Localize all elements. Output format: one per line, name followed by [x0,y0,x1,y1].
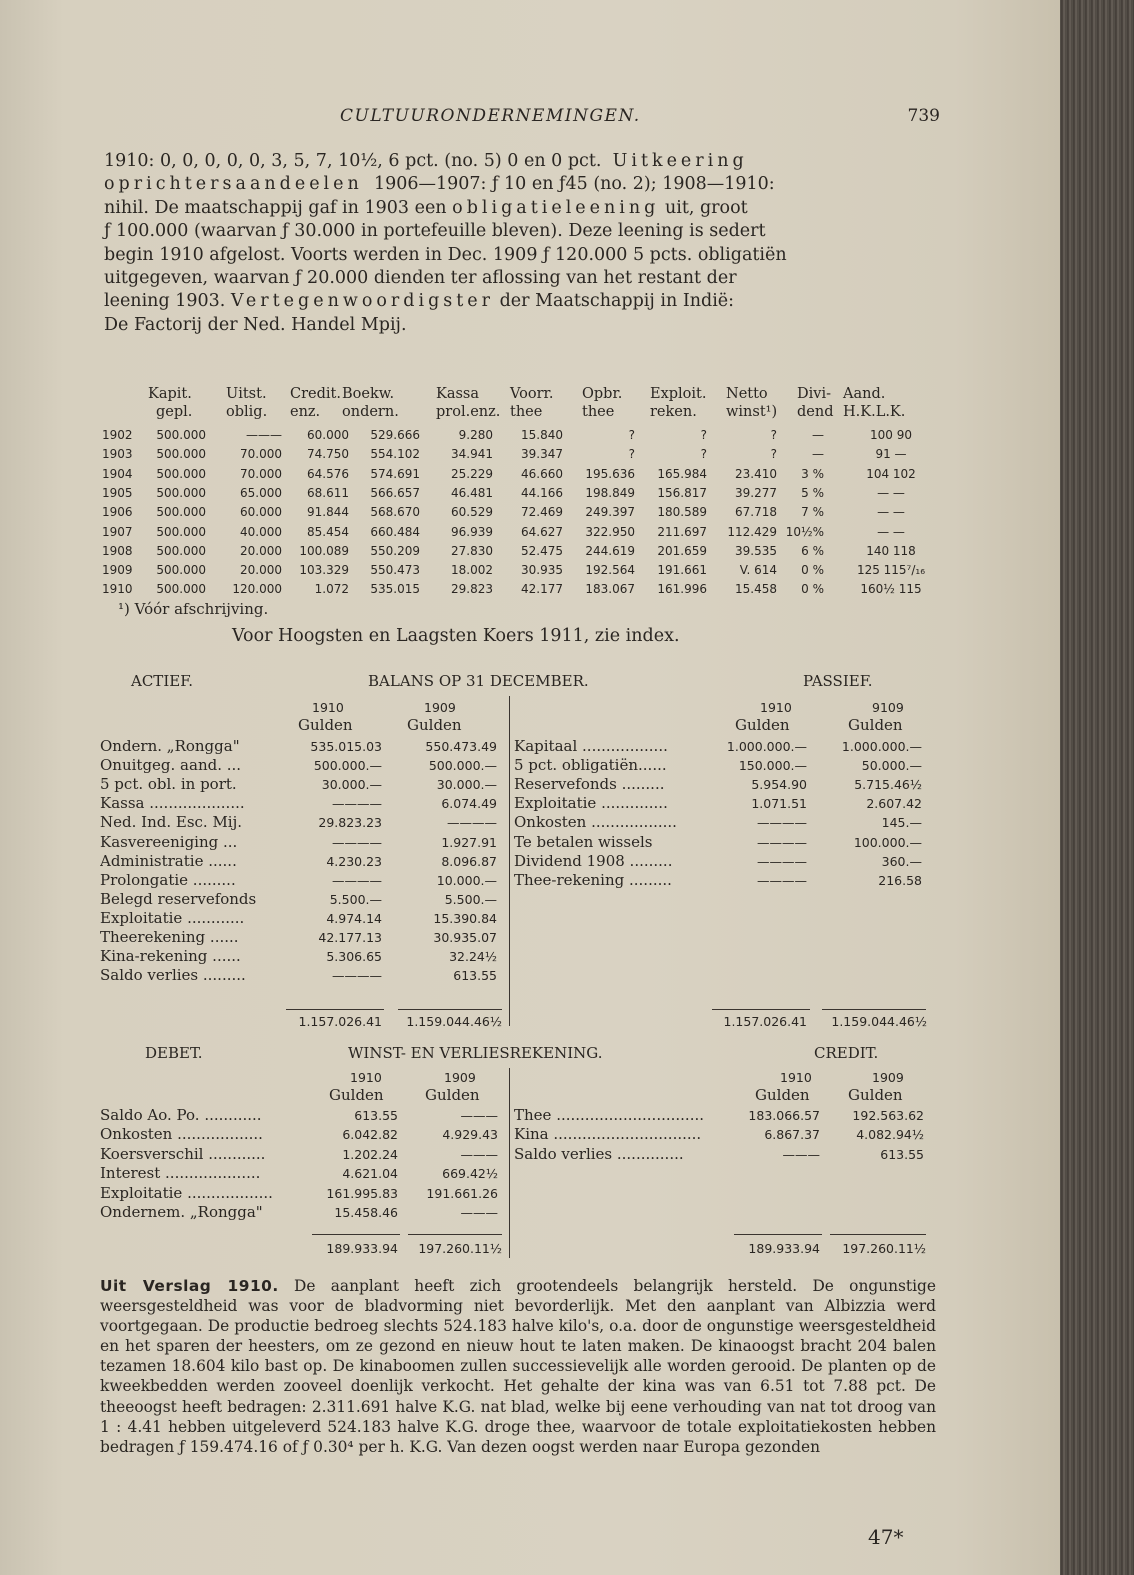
table-header-cell: Voorr. [510,386,554,402]
passief-value-1909: 50.000.— [861,758,922,774]
table-cell: 244.619 [585,543,635,558]
intro-line: ƒ 100.000 (waarvan ƒ 30.000 in portefeuille bleven). Deze leening is sedert [104,221,766,242]
intro-line: uit, groot [664,197,748,218]
table-cell: 9.280 [458,428,493,442]
passief-item-label: Thee-rekening ......... [514,870,672,889]
actief-value-1910: 4.230.23 [326,853,382,869]
actief-value-1910: ———— [332,968,382,984]
page-number: 739 [907,106,940,126]
total-rule [830,1234,926,1235]
table-cell: 500.000 [156,582,206,597]
table-header-cell: oblig. [226,404,268,420]
balans-right-title: PASSIEF. [803,672,873,690]
table-cell: ——— [246,428,282,442]
balans-left-title: ACTIEF. [131,672,194,690]
actief-value-1910: 42.177.13 [318,930,382,945]
table-footnote: ¹) Vóór afschrijving. [118,600,269,618]
debet-value-1909: 191.661.26 [426,1185,498,1201]
passief-value-1910: 5.954.90 [751,777,807,793]
table-cell: 500.000 [156,447,206,462]
table-cell: 10½% [785,524,824,539]
table-cell: — — [877,524,905,539]
running-header [100,106,940,130]
passief-total-1910: 1.157.026.41 [723,1014,807,1029]
table-cell: 60.000 [240,505,282,520]
passief-item-label: 5 pct. obligatiën...... [514,756,667,775]
table-cell: 191.661 [657,563,707,578]
credit-total-1909: 197.260.11½ [842,1241,926,1256]
passief-item-label: Dividend 1908 ......... [514,851,673,870]
debet-value-1909: 4.929.43 [442,1127,498,1143]
year-label: 1910 [350,1070,382,1085]
actief-value-1909: 550.473.49 [425,739,497,754]
table-header-cell: ondern. [342,404,399,420]
year-label: 1909 [424,700,456,715]
table-cell: 60.000 [307,428,349,442]
year-label: 1910 [780,1070,812,1085]
debet-item-label: Ondernem. „Rongga" [100,1203,263,1221]
table-cell: 70.000 [240,466,282,481]
actief-item-label: Kina-rekening ...... [100,947,241,966]
table-cell: 64.627 [521,524,563,539]
table-cell: 0 % [801,563,824,578]
table-header-cell: Uitst. [226,386,267,402]
debet-value-1909: ——— [460,1205,498,1220]
actief-item-label: Onuitgeg. aand. ... [100,756,242,775]
actief-total-1909: 1.159.044.46½ [406,1014,502,1029]
actief-item-label: Kasvereeniging ... [100,832,238,851]
total-rule [712,1009,810,1010]
table-cell: 140 118 [866,543,916,558]
table-header-cell: thee [582,404,615,420]
table-cell: 500.000 [156,543,206,558]
table-cell: 1906 [102,505,133,520]
table-header-cell: Exploit. [650,386,707,402]
table-cell: 39.277 [735,485,777,500]
actief-value-1910: ———— [332,796,382,812]
debet-value-1910: 4.621.04 [342,1166,398,1182]
verslag-paragraph [100,1276,936,1457]
actief-value-1909: 613.55 [453,968,497,984]
currency-label: Gulden [329,1086,384,1104]
table-cell: 15.840 [521,428,563,442]
passief-value-1910: ———— [757,872,807,888]
signature-mark: 47* [868,1525,904,1549]
table-header-cell: dend [797,404,834,420]
table-cell: 44.166 [521,485,563,500]
actief-item-label: Exploitatie ............ [100,908,245,927]
intro-line: leening 1903. [104,291,226,312]
table-header-cell: Opbr. [582,386,623,402]
currency-label: Gulden [848,1086,903,1104]
table-header-cell: Boekw. [342,386,395,402]
intro-line: der Maatschappij in Indië: [499,291,735,312]
table-cell: ? [628,447,635,462]
table-cell: 568.670 [370,505,420,520]
table-cell: 52.475 [521,543,563,558]
currency-label: Gulden [735,716,790,734]
table-cell: 1909 [102,563,133,578]
table-cell: 29.823 [451,582,493,597]
table-header-cell: enz. [290,404,321,420]
winst-title: WINST- EN VERLIESREKENING. [348,1044,603,1062]
table-cell: 64.576 [307,466,349,481]
table-cell: ? [700,428,707,442]
balans-title: BALANS OP 31 DECEMBER. [368,672,589,690]
passief-value-1910: 1.071.51 [751,796,807,812]
passief-value-1909: 216.58 [878,872,922,888]
actief-value-1910: ———— [332,834,382,850]
credit-value-1910: ——— [782,1146,820,1162]
actief-value-1910: 5.500.— [329,891,382,907]
actief-total-1910: 1.157.026.41 [298,1014,382,1029]
passief-value-1909: 5.715.46½ [854,777,922,793]
table-cell: 500.000 [156,428,206,442]
passief-total-1909: 1.159.044.46½ [831,1014,927,1029]
winst-divider [509,1068,510,1258]
actief-item-label: 5 pct. obl. in port. [100,775,237,794]
intro-spaced-term: Vertegenwoordigster [230,291,495,312]
actief-value-1910: 535.015.03 [310,739,382,754]
table-cell: 7 % [801,505,824,520]
debet-item-label: Koersverschil ............ [100,1144,266,1163]
actief-item-label: Saldo verlies ......... [100,966,246,985]
table-header-cell: Aand. [843,386,886,402]
actief-value-1909: 1.927.91 [441,834,497,850]
book-page-edges [1060,0,1134,1575]
table-cell: — [812,447,824,462]
table-cell: 660.484 [370,524,420,539]
passief-item-label: Te betalen wissels [514,832,653,851]
table-header-cell: H.K.L.K. [843,404,906,420]
actief-value-1909: 10.000.— [436,872,497,888]
table-header-cell: Netto [726,386,768,402]
table-cell: 20.000 [240,543,282,558]
year-label: 9109 [872,700,904,715]
table-cell: 27.830 [451,543,493,558]
table-cell: ? [628,428,635,442]
debet-value-1909: ——— [460,1108,498,1123]
table-cell: 550.209 [370,543,420,558]
currency-label: Gulden [298,716,353,734]
table-cell: 85.454 [307,524,349,539]
actief-item-label: Prolongatie ......... [100,870,236,889]
total-rule [822,1009,926,1010]
table-cell: 104 102 [866,466,916,481]
table-cell: 5 % [801,485,824,500]
table-cell: 67.718 [735,505,777,520]
table-cell: 192.564 [585,563,635,578]
table-cell: 60.529 [451,505,493,520]
table-cell: — — [877,485,905,500]
debet-total-1910: 189.933.94 [326,1241,398,1256]
table-cell: 39.347 [521,447,563,462]
table-cell: 42.177 [521,582,563,597]
table-cell: 100 90 [870,428,912,442]
intro-line: nihil. De maatschappij gaf in 1903 een [104,197,447,218]
table-cell: 566.657 [370,485,420,500]
table-cell: 15.458 [735,582,777,597]
intro-line: De Factorij der Ned. Handel Mpij. [104,314,407,335]
table-cell: 46.660 [521,466,563,481]
passief-value-1910: 1.000.000.— [726,739,807,754]
actief-value-1909: 8.096.87 [441,853,497,869]
passief-value-1910: ———— [757,834,807,850]
debet-item-label: Exploitatie .................. [100,1183,273,1202]
passief-item-label: Kapitaal .................. [514,737,668,755]
intro-line: 1910: 0, 0, 0, 0, 0, 3, 5, 7, 10½, 6 pct. (no. 5) 0 en 0 pct. [104,151,602,171]
table-cell: 535.015 [370,582,420,597]
table-cell: 25.229 [451,466,493,481]
actief-item-label: Kassa .................... [100,794,245,813]
passief-item-label: Reservefonds ......... [514,775,665,794]
winst-left-title: DEBET. [145,1044,203,1062]
credit-value-1909: 192.563.62 [852,1108,924,1123]
header-title: CULTUURONDERNEMINGEN. [340,106,641,126]
actief-value-1910: 30.000.— [321,777,382,793]
actief-value-1909: 30.935.07 [433,930,497,945]
credit-item-label: Kina ............................... [514,1125,702,1144]
table-cell: 18.002 [451,563,493,578]
table-cell: 20.000 [240,563,282,578]
table-cell: 550.473 [370,563,420,578]
table-cell: 91.844 [307,505,349,520]
balans-divider [509,696,510,1026]
actief-value-1910: 4.974.14 [326,910,382,926]
table-cell: ? [770,428,777,442]
table-header-cell: Kassa [436,386,480,402]
table-header-cell: Credit. [290,386,341,402]
actief-item-label: Belegd reservefonds [100,889,257,908]
winst-right-title: CREDIT. [814,1044,879,1062]
table-cell: 1907 [102,524,133,539]
passief-value-1909: 2.607.42 [866,796,922,812]
table-cell: — [812,428,824,442]
table-cell: 1902 [102,428,133,442]
table-cell: 70.000 [240,447,282,462]
table-cell: 1905 [102,485,133,500]
credit-value-1910: 183.066.57 [748,1108,820,1123]
actief-item-label: Ned. Ind. Esc. Mij. [100,813,243,832]
intro-line: begin 1910 afgelost. Voorts werden in Dec. 1909 ƒ 120.000 5 pcts. obligatiën [104,244,787,265]
table-cell: — — [877,505,905,520]
table-cell: 500.000 [156,563,206,578]
actief-value-1909: 15.390.84 [433,910,497,926]
table-cell: 74.750 [307,447,349,462]
table-cell: 112.429 [727,524,777,539]
table-cell: 6 % [801,543,824,558]
passief-value-1909: 145.— [881,815,922,831]
table-header-cell: gepl. [156,404,193,420]
total-rule [734,1234,822,1235]
debet-value-1910: 1.202.24 [342,1146,398,1162]
year-label: 1909 [444,1070,476,1085]
table-cell: 160½ 115 [860,582,922,597]
table-cell: 201.659 [657,543,707,558]
table-cell: 40.000 [240,524,282,539]
debet-value-1910: 161.995.83 [326,1185,398,1201]
actief-item-label: Ondern. „Rongga" [100,737,240,755]
table-cell: 529.666 [370,428,420,442]
table-cell: 30.935 [521,563,563,578]
actief-item-label: Theerekening ...... [100,928,239,946]
table-cell: 103.329 [299,563,349,578]
table-header-cell: Divi- [797,386,831,402]
debet-value-1910: 6.042.82 [342,1127,398,1143]
table-cell: 554.102 [370,447,420,462]
table-header-cell: winst¹) [726,404,778,420]
table-cell: 1.072 [314,582,349,597]
actief-item-label: Administratie ...... [100,851,237,870]
passief-value-1910: 150.000.— [738,758,807,774]
actief-value-1909: 6.074.49 [441,796,497,812]
table-cell: 500.000 [156,505,206,520]
passief-value-1909: 100.000.— [853,834,922,850]
table-cell: 1908 [102,543,133,558]
passief-value-1909: 360.— [881,853,922,869]
table-cell: 65.000 [240,485,282,500]
debet-value-1910: 15.458.46 [334,1205,398,1220]
debet-item-label: Interest .................... [100,1164,261,1183]
total-rule [398,1009,502,1010]
table-cell: 574.691 [370,466,420,481]
year-label: 1909 [872,1070,904,1085]
credit-total-1910: 189.933.94 [748,1241,820,1256]
table-cell: 180.589 [657,505,707,520]
actief-value-1910: 500.000.— [313,758,382,774]
table-cell: 23.410 [735,466,777,481]
actief-value-1909: 5.500.— [444,891,497,907]
table-cell: 34.941 [451,447,493,462]
debet-value-1909: ——— [460,1146,498,1162]
credit-value-1909: 613.55 [880,1146,924,1162]
verslag-text: De aanplant heeft zich grootendeels belangrijk hersteld. De ongunstige weersgesteldheid was voor de bladvorming niet bevorderlijk. Met den aanplant van Albizzia werd voortgegaan. De productie bedroeg slechts 524.183 halve kilo's, o.a. door de ongunstige weersgesteldheid en het sparen der heesters, om ze gezond en nieuw hout te laten maken. De kinaoogst bracht 204 balen tezamen 18.604 kilo bast op. De kinaboomen zullen successievelijk alle worden gerooid. De planten op de kweekbedden werden zooveel doenlijk verkocht. Het gehalte der kina was van 6.51 tot 7.88 pct. De theeoogst heeft bedragen: 2.311.691 halve K.G. nat blad, welke bij eene verhouding van nat tot droog van 1 : 4.41 hebben uitgeleverd 524.183 halve K.G. droge thee, waarvoor de totale exploitatiekosten hebben bedragen ƒ 159.474.16 of ƒ 0.30⁴ per h. K.G. Van dezen oogst werden naar Europa gezonden [100,1277,936,1456]
passief-value-1909: 1.000.000.— [841,739,922,754]
table-cell: 0 % [801,582,824,597]
currency-label: Gulden [407,716,462,734]
actief-value-1909: ———— [447,815,497,831]
table-cell: ? [770,447,777,462]
table-cell: 249.397 [585,505,635,520]
intro-paragraph [104,150,936,337]
table-cell: 500.000 [156,485,206,500]
intro-spaced-term: Uitkeering [612,151,748,171]
table-header-cell: reken. [650,404,697,420]
table-cell: 1904 [102,466,133,481]
actief-value-1910: 5.306.65 [326,949,382,965]
table-header-cell: Kapit. [148,386,192,402]
table-cell: 1910 [102,582,133,597]
table-cell: 1903 [102,447,133,462]
intro-spaced-term: oprichtersaandeelen [104,174,363,195]
debet-item-label: Saldo Ao. Po. ............ [100,1106,262,1124]
actief-value-1909: 32.24½ [449,949,497,965]
total-rule [408,1234,502,1235]
table-cell: 500.000 [156,524,206,539]
credit-value-1909: 4.082.94½ [856,1127,924,1143]
debet-total-1909: 197.260.11½ [418,1241,502,1256]
passief-value-1910: ———— [757,853,807,869]
table-cell: 500.000 [156,466,206,481]
passief-item-label: Exploitatie .............. [514,794,668,813]
table-cell: 156.817 [657,485,707,500]
actief-value-1909: 500.000.— [428,758,497,774]
table-cell: 183.067 [585,582,635,597]
table-cell: 3 % [801,466,824,481]
table-cell: 125 115⁷/₁₆ [856,563,926,578]
koers-note: Voor Hoogsten en Laagsten Koers 1911, zie index. [232,626,680,646]
table-cell: ? [700,447,707,462]
verslag-lead: Uit Verslag 1910. [100,1277,279,1295]
table-cell: 100.089 [299,543,349,558]
credit-item-label: Thee ............................... [514,1106,704,1124]
actief-value-1909: 30.000.— [436,777,497,793]
actief-value-1910: 29.823.23 [318,815,382,831]
actief-value-1910: ———— [332,872,382,888]
year-label: 1910 [760,700,792,715]
table-cell: 198.849 [585,485,635,500]
table-header-cell: prol.enz. [436,404,501,420]
intro-line: uitgegeven, waarvan ƒ 20.000 dienden ter aflossing van het restant der [104,268,737,289]
credit-item-label: Saldo verlies .............. [514,1144,684,1163]
table-cell: V. 614 [739,563,777,578]
table-cell: 120.000 [232,582,282,597]
table-cell: 165.984 [657,466,707,481]
total-rule [312,1234,400,1235]
debet-item-label: Onkosten .................. [100,1125,263,1144]
total-rule [286,1009,384,1010]
table-cell: 161.996 [657,582,707,597]
currency-label: Gulden [755,1086,810,1104]
table-header-cell: thee [510,404,543,420]
intro-spaced-term: obligatieleening [452,197,660,218]
year-label: 1910 [312,700,344,715]
table-cell: 322.950 [585,524,635,539]
debet-value-1909: 669.42½ [442,1166,498,1182]
table-cell: 195.636 [585,466,635,481]
credit-value-1910: 6.867.37 [764,1127,820,1143]
table-cell: 68.611 [307,485,349,500]
table-cell: 72.469 [521,505,563,520]
debet-value-1910: 613.55 [354,1108,398,1123]
passief-item-label: Onkosten .................. [514,813,677,832]
passief-value-1910: ———— [757,815,807,831]
currency-label: Gulden [425,1086,480,1104]
table-cell: 211.697 [657,524,707,539]
table-cell: 39.535 [735,543,777,558]
intro-line: 1906—1907: ƒ 10 en ƒ45 (no. 2); 1908—1910: [373,174,775,195]
table-cell: 46.481 [451,485,493,500]
table-cell: 91 — [875,447,907,462]
currency-label: Gulden [848,716,903,734]
table-cell: 96.939 [451,524,493,539]
